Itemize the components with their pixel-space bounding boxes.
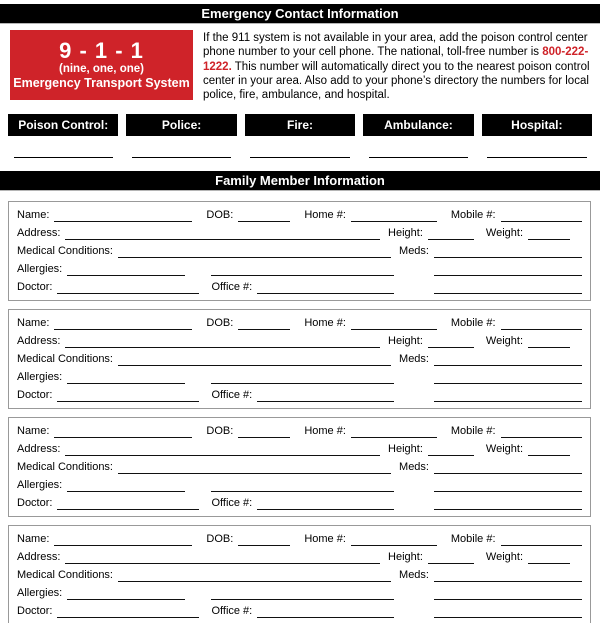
address-line xyxy=(65,228,380,240)
member-row-5 xyxy=(17,279,582,297)
member-row-5 xyxy=(17,495,582,513)
home-phone-label: Home #: xyxy=(304,317,346,330)
mobile-phone-label: Mobile #: xyxy=(450,209,496,222)
meds-label: Meds: xyxy=(399,461,429,474)
office-phone-line xyxy=(257,390,394,402)
height-line xyxy=(428,228,474,240)
weight-line xyxy=(528,336,570,348)
member-row-4 xyxy=(17,261,582,279)
home-phone-line xyxy=(351,318,437,330)
contact-blank-line xyxy=(250,157,349,158)
mobile-phone-line xyxy=(501,318,582,330)
allergies-line xyxy=(67,372,185,384)
name-line xyxy=(54,318,192,330)
paragraph-text-before: If the 911 system is not available in your area, add the poison control center phone number to your cell phone. The national, toll-free number is xyxy=(203,32,588,59)
dob-label: DOB: xyxy=(206,209,234,222)
dob-line xyxy=(238,318,290,330)
office-phone-line xyxy=(257,498,394,510)
weight-label: Weight: xyxy=(485,335,523,348)
doctor-line xyxy=(57,606,199,618)
medical-conditions-label: Medical Conditions: xyxy=(17,245,113,258)
family-member-card xyxy=(8,417,591,517)
height-line xyxy=(428,336,474,348)
doctor-line xyxy=(57,498,199,510)
office-phone-label: Office #: xyxy=(211,604,253,617)
name-label: Name: xyxy=(17,317,50,330)
meds-line-3 xyxy=(434,282,582,294)
family-member-card xyxy=(8,309,591,409)
home-phone-line xyxy=(351,426,437,438)
office-phone-line xyxy=(257,282,394,294)
dob-line xyxy=(238,426,290,438)
contact-column xyxy=(363,114,473,158)
member-row-1 xyxy=(17,423,582,441)
contact-label: Poison Control: xyxy=(8,114,118,136)
medical-conditions-label: Medical Conditions: xyxy=(17,461,113,474)
paragraph-text-after: This number will automatically direct you to the nearest poison control center in your area. Also add to your phone’s directory the numbers for local police, fire, ambulance, and hospital. xyxy=(203,60,590,102)
member-row-4 xyxy=(17,585,582,603)
height-label: Height: xyxy=(388,335,423,348)
member-row-3 xyxy=(17,459,582,477)
doctor-label: Doctor: xyxy=(17,280,53,293)
medical-conditions-line xyxy=(118,570,391,582)
911-caption: Emergency Transport System xyxy=(13,76,190,90)
member-row-3 xyxy=(17,243,582,261)
doctor-label: Doctor: xyxy=(17,604,53,617)
medical-conditions-label: Medical Conditions: xyxy=(17,569,113,582)
poison-control-paragraph xyxy=(203,30,592,102)
member-row-3 xyxy=(17,351,582,369)
name-line xyxy=(54,534,192,546)
home-phone-label: Home #: xyxy=(304,425,346,438)
weight-line xyxy=(528,228,570,240)
address-line xyxy=(65,444,380,456)
contact-label: Hospital: xyxy=(482,114,592,136)
contact-blank-line xyxy=(369,157,468,158)
poison-control-phone: 800-222-1222. xyxy=(203,46,589,73)
contact-blank-line xyxy=(14,157,113,158)
contact-column xyxy=(245,114,355,158)
doctor-line xyxy=(57,390,199,402)
office-phone-line xyxy=(257,606,394,618)
height-label: Height: xyxy=(388,227,423,240)
member-row-3 xyxy=(17,567,582,585)
allergies-line xyxy=(67,588,185,600)
doctor-line xyxy=(57,282,199,294)
family-member-card xyxy=(8,525,591,623)
member-row-1 xyxy=(17,315,582,333)
medical-conditions-line xyxy=(118,354,391,366)
contact-label: Fire: xyxy=(245,114,355,136)
meds-label: Meds: xyxy=(399,353,429,366)
allergies-label: Allergies: xyxy=(17,478,63,491)
mobile-phone-line xyxy=(501,426,582,438)
allergies-line-2 xyxy=(211,372,394,384)
doctor-label: Doctor: xyxy=(17,388,53,401)
meds-line xyxy=(434,354,582,366)
height-label: Height: xyxy=(388,443,423,456)
emergency-contacts-row xyxy=(0,114,600,158)
weight-line xyxy=(528,444,570,456)
meds-line xyxy=(434,462,582,474)
name-line xyxy=(54,210,192,222)
address-label: Address: xyxy=(17,227,61,240)
meds-line xyxy=(434,246,582,258)
contact-blank-line xyxy=(132,157,231,158)
weight-label: Weight: xyxy=(485,551,523,564)
weight-label: Weight: xyxy=(485,227,523,240)
home-phone-line xyxy=(351,534,437,546)
contact-column xyxy=(126,114,236,158)
dob-label: DOB: xyxy=(206,425,234,438)
address-line xyxy=(65,336,380,348)
office-phone-label: Office #: xyxy=(211,496,253,509)
allergies-line xyxy=(67,480,185,492)
allergies-line-2 xyxy=(211,588,394,600)
name-label: Name: xyxy=(17,425,50,438)
contact-label: Ambulance: xyxy=(363,114,473,136)
meds-line-2 xyxy=(434,372,582,384)
mobile-phone-label: Mobile #: xyxy=(450,317,496,330)
address-label: Address: xyxy=(17,443,61,456)
contact-column xyxy=(8,114,118,158)
mobile-phone-line xyxy=(501,534,582,546)
meds-line-3 xyxy=(434,390,582,402)
member-row-2 xyxy=(17,333,582,351)
doctor-label: Doctor: xyxy=(17,496,53,509)
address-line xyxy=(65,552,380,564)
meds-line-3 xyxy=(434,606,582,618)
member-row-4 xyxy=(17,369,582,387)
member-row-2 xyxy=(17,549,582,567)
height-line xyxy=(428,552,474,564)
911-badge xyxy=(10,30,193,100)
allergies-label: Allergies: xyxy=(17,262,63,275)
name-label: Name: xyxy=(17,209,50,222)
dob-line xyxy=(238,534,290,546)
medical-conditions-line xyxy=(118,246,391,258)
mobile-phone-line xyxy=(501,210,582,222)
medical-conditions-line xyxy=(118,462,391,474)
name-label: Name: xyxy=(17,533,50,546)
address-label: Address: xyxy=(17,551,61,564)
member-row-1 xyxy=(17,207,582,225)
intro-section xyxy=(10,30,592,102)
member-row-2 xyxy=(17,225,582,243)
meds-line-3 xyxy=(434,498,582,510)
911-number: 9 - 1 - 1 xyxy=(59,38,144,63)
mobile-phone-label: Mobile #: xyxy=(450,425,496,438)
member-row-4 xyxy=(17,477,582,495)
meds-line xyxy=(434,570,582,582)
weight-line xyxy=(528,552,570,564)
office-phone-label: Office #: xyxy=(211,280,253,293)
height-label: Height: xyxy=(388,551,423,564)
meds-line-2 xyxy=(434,480,582,492)
mobile-phone-label: Mobile #: xyxy=(450,533,496,546)
contact-blank-line xyxy=(487,157,586,158)
address-label: Address: xyxy=(17,335,61,348)
allergies-label: Allergies: xyxy=(17,370,63,383)
medical-conditions-label: Medical Conditions: xyxy=(17,353,113,366)
meds-line-2 xyxy=(434,264,582,276)
home-phone-label: Home #: xyxy=(304,209,346,222)
member-row-5 xyxy=(17,603,582,621)
office-phone-label: Office #: xyxy=(211,388,253,401)
name-line xyxy=(54,426,192,438)
contact-column xyxy=(482,114,592,158)
weight-label: Weight: xyxy=(485,443,523,456)
dob-label: DOB: xyxy=(206,317,234,330)
allergies-line-2 xyxy=(211,480,394,492)
family-member-header: Family Member Information xyxy=(0,171,600,191)
meds-label: Meds: xyxy=(399,569,429,582)
height-line xyxy=(428,444,474,456)
member-row-5 xyxy=(17,387,582,405)
dob-label: DOB: xyxy=(206,533,234,546)
member-row-2 xyxy=(17,441,582,459)
dob-line xyxy=(238,210,290,222)
family-member-blocks xyxy=(0,201,600,623)
member-row-1 xyxy=(17,531,582,549)
emergency-contact-header: Emergency Contact Information xyxy=(0,4,600,24)
meds-label: Meds: xyxy=(399,245,429,258)
home-phone-label: Home #: xyxy=(304,533,346,546)
allergies-line-2 xyxy=(211,264,394,276)
home-phone-line xyxy=(351,210,437,222)
family-member-card xyxy=(8,201,591,301)
allergies-label: Allergies: xyxy=(17,586,63,599)
allergies-line xyxy=(67,264,185,276)
911-subtitle: (nine, one, one) xyxy=(59,63,144,75)
contact-label: Police: xyxy=(126,114,236,136)
meds-line-2 xyxy=(434,588,582,600)
